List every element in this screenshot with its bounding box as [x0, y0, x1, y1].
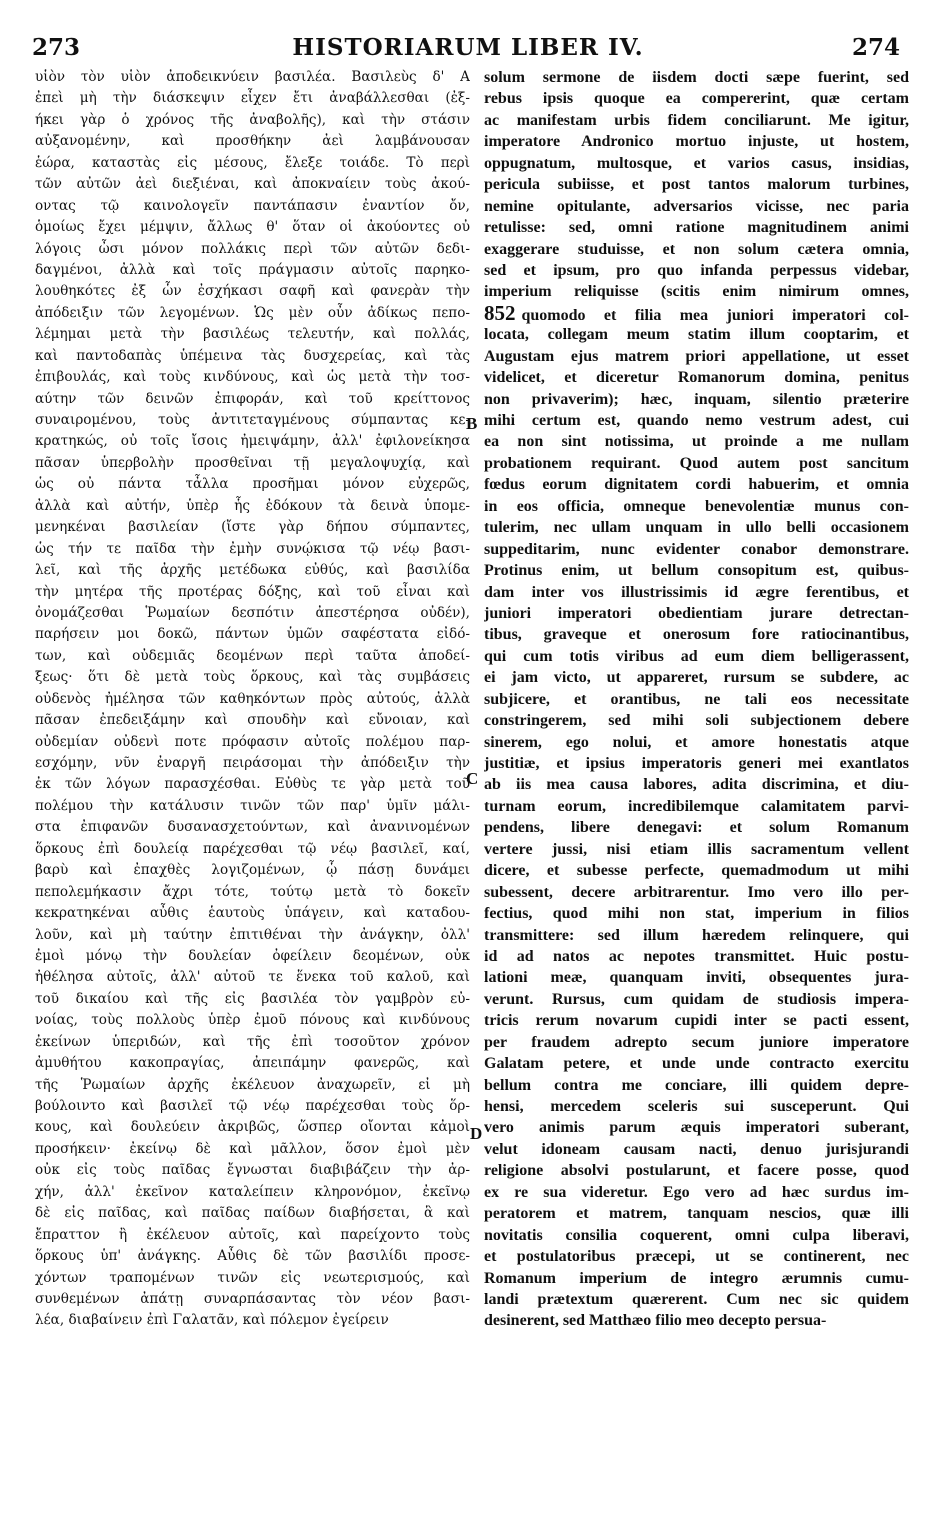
greek-line: χήν, ἀλλ' ἐκεῖνον καταλείπειν κληρονόμον, ἐκεῖνῳ: [35, 1183, 470, 1200]
latin-line: ex re sua videretur. Ego vero ad hæc surdus im-: [484, 1183, 909, 1201]
latin-line: exaggerare studuisse, et non solum cætera omnia,: [484, 240, 909, 258]
page-header: [0, 34, 936, 66]
latin-line: lationi meæ, quanquam inviti, obsequentes jura-: [484, 969, 909, 987]
latin-line: religione absolvi postularunt, et facere posse, quod: [484, 1162, 909, 1180]
latin-line: Romanum imperium de integro ærumnis cumu-: [484, 1269, 909, 1287]
latin-line: dam inter vos illustrissimis id ægre ferentibus, et: [484, 583, 909, 601]
greek-line: ήκει γὰρ ὁ χρόνος τῆς ἀναβολῆς), καὶ τὴν στάσιν: [35, 111, 470, 128]
latin-line: sinerem, ego nolui, et amore honestatis atque: [484, 733, 909, 751]
greek-line: ὀνομάζεσθαι Ῥωμαίων δεσπότιν ἀπεστέρησα οὐδέν),: [35, 604, 470, 621]
greek-line: ὡς οὐ πάντα τἆλλα προσῆμαι μόνον εὐχερῶς,: [35, 476, 470, 493]
greek-line: λέα, διαβαίνειν ἐπὶ Γαλατᾶν, καὶ πόλεμον ἐγείρειν: [35, 1312, 389, 1329]
latin-line: ea non sint notissima, ut proinde a me nullam: [484, 433, 909, 451]
latin-line: subjicere, et orantibus, ne tali eos necessitate: [484, 690, 909, 708]
latin-line: Augustam ejus matrem priori appellatione, ut esset: [484, 347, 909, 365]
greek-line: βαρὺ καὶ ἐπαχθὲς λογιζομένων, ᾧ πάσῃ δυνάμει: [35, 862, 470, 879]
latin-line: ei jam victo, ut appareret, rursum se subdere, ac: [484, 669, 909, 687]
greek-line: πᾶσαν ὑπερβολὴν προσθεῖναι τῇ μεγαλοψυχίᾳ, καὶ: [35, 454, 470, 471]
greek-line: αὐξανομένην, καὶ προσθήκην ἀεὶ λαμβάνουσαν: [35, 133, 470, 150]
latin-line: bellum contra me conciare, illi quidem depre-: [484, 1076, 909, 1094]
greek-line: δὲ εἰς παῖδας, καὶ παῖδας παίδων διαβήσεται, ἃ καὶ: [35, 1205, 470, 1222]
greek-line: ἔπραττον ἢ ἐκέλευον αὐτοῖς, καὶ παρείχοντο τοὺς: [35, 1226, 470, 1243]
page-marker: 852: [484, 302, 516, 325]
latin-line: desinerent, sed Matthæo filio meo decepto persua-: [484, 1312, 827, 1330]
latin-line: turnam eorum, incredibilemque calamitatem parvi-: [484, 797, 909, 815]
latin-line: pericula subiisse, et post tantos malorum turbines,: [484, 176, 909, 194]
greek-line: τῆς Ῥωμαίων ἀρχῆς ἐκέλευον ἀναχωρεῖν, εἰ μὴ: [35, 1076, 470, 1093]
latin-line: qui cum totis viribus ad eum diem belligerassent,: [484, 647, 909, 665]
greek-line: οὐδεμίαν οὐδενὶ ποτε πρόφασιν αὐτοῖς πολέμου παρ-: [35, 733, 470, 750]
greek-line: βούλοιντο καὶ βασιλεῖ τῷ νέῳ παρέχεσθαι τοὺς ὅρ-: [35, 1098, 470, 1114]
latin-line: justitiæ, et ipsius imperatoris generi mei exantlatos: [484, 755, 909, 772]
latin-line: locata, collegam meum statim illum cooptarim, et: [484, 326, 909, 344]
latin-line: velut idoneam causam nacti, denuo jurisjurandi: [484, 1140, 909, 1158]
greek-line: ἐκείνων ὑπεριδών, καὶ τῆς ἐπὶ τοσοῦτον χρόνον: [35, 1033, 470, 1050]
latin-line: tricis rerum novarum cupidi inter se pacti essent,: [484, 1012, 909, 1030]
greek-line: ἀπόδειξιν τῶν λεγομένων. Ὡς μὲν οὖν ἀδίκως πεπο-: [35, 304, 470, 321]
latin-line: in eos officia, omneque benevolentiæ munus con-: [484, 497, 909, 515]
greek-line: ξεως· ὅτι δὲ μετὰ τοὺς ὅρκους, καὶ τὰς συμβάσεις: [35, 669, 470, 686]
latin-line: juniori imperatori obedientiam jurare detrectan-: [484, 604, 909, 622]
latin-line: [484, 303, 909, 324]
margin-letter-d: D: [470, 1124, 483, 1143]
latin-line: fœdus eorum dignitatem cordi habuerim, et omnia: [484, 476, 909, 494]
greek-line: δαγμένοι, ἀλλὰ καὶ τοῖς πράγμασιν αὐτοῖς παρηκο-: [35, 261, 470, 278]
greek-line: λουθηκότες ἐξ ὧν ἐσχήκασι σαφῆ καὶ φανερὰν τὴν: [35, 283, 470, 300]
greek-line: προσήκειν· ἐκείνῳ δὲ καὶ μᾶλλον, ὅσον ἐμοὶ μὲν: [35, 1140, 470, 1157]
latin-line: verunt. Rursus, cum quidam de studiosis impera-: [484, 990, 909, 1008]
greek-line: μενηκέναι βασιλείαν (ἴστε γὰρ δήπου σύμπαντες,: [35, 519, 470, 536]
latin-line: ab iis mea causa labores, adita discrimina, et diu-: [484, 776, 909, 794]
latin-line: per fraudem adrepto secum juniore imperatore: [484, 1033, 909, 1051]
greek-line: συναιρομένου, τοὺς ἀντιτεταγμένους σύμπαντας κε-: [35, 412, 470, 428]
greek-line: κους, καὶ δουλεύειν ἀκριβῶς, ὥσπερ οἴονται κἀμοὶ: [35, 1119, 470, 1136]
latin-line: nemine opitulante, adversarios vicisse, nec paria: [484, 197, 909, 215]
latin-line: imperatore Andronico mortuo injuste, ut hostem,: [484, 133, 909, 151]
greek-line: πεπολεμήκασιν ἄχρι τότε, τούτῳ μετὰ τὸ δοκεῖν: [35, 883, 470, 900]
latin-line: landi prætextum quærerent. Cum nec sic quidem: [484, 1290, 909, 1308]
latin-line: videlicet, et diceretur Romanorum domina, penitus: [484, 369, 909, 387]
greek-text-column: [35, 67, 470, 1332]
latin-line: pendens, libere denegavi: et solum Romanum: [484, 819, 909, 837]
greek-line: τῶν αὐτῶν ἀεὶ διεξιέναι, καὶ ἀποκναίειν τοὺς ἀκού-: [35, 176, 470, 193]
greek-line: τοῦ δικαίου καὶ τῆς εἰς βασιλέα τὸν γαμβρὸν εὐ-: [35, 990, 470, 1007]
greek-line: παρήσειν μοι δοκῶ, πάντων ὑμῶν σαφέστατα εἰδό-: [35, 626, 470, 643]
greek-line: λεῖ, καὶ τῆς ἀρχῆς μετέδωκα εὐθύς, καὶ βασιλίδα: [35, 562, 470, 579]
greek-line: ἀμυθήτου κακοπραγίας, ἀπειπάμην φανερῶς, καὶ: [35, 1055, 470, 1072]
greek-line: πᾶσαν ἐπεδειξάμην καὶ σπουδὴν καὶ εὔνοιαν, καὶ: [35, 712, 470, 729]
latin-line: dicere, et subesse perfecte, quemadmodum ut mihi: [484, 862, 909, 880]
greek-line: οὐκ εἰς τοὺς παῖδας ἔγνωσται διαβιβάζειν τὴν ἀρ-: [35, 1162, 470, 1179]
greek-line: εσχόμην, νῦν ἐναργῆ πειράσομαι τὴν ἀπόδειξιν τὴν: [35, 755, 470, 771]
greek-line: νοίας, τοὺς πολλοὺς ὑπὲρ ἐμοῦ πόνους καὶ κινδύνους: [35, 1012, 470, 1029]
latin-line: tibus, graveque et onerosum fore ratiocinantibus,: [484, 626, 909, 644]
greek-line: ἑώρα, καταστὰς εἰς μέσους, ἔλεξε τοιάδε. Τὸ περὶ: [35, 154, 470, 171]
greek-line: ἐπιβουλάς, καὶ τοὺς κινδύνους, καὶ ὡς μετὰ τὴν τοσ-: [35, 369, 470, 386]
greek-line: ὡς τήν τε παῖδα τὴν ἐμὴν συνῴκισα τῷ νέῳ βασι-: [35, 540, 470, 557]
latin-line: et postulatoribus præcepi, ut se continerent, nec: [484, 1248, 909, 1266]
greek-line: ὅρκους ἐπὶ δουλείᾳ παρέχεσθαι τῷ νέῳ βασιλεῖ, καί,: [35, 840, 470, 857]
latin-line: non privaverim); hæc, inquam, silentio præterire: [484, 390, 909, 408]
latin-line: peratorem et matrem, tanquam nescios, quæ illi: [484, 1205, 909, 1223]
greek-line: κρατηκώς, οὐ τοῖς ἴσοις ἠμειψάμην, ἀλλ' ἐφιλονείκησα: [35, 433, 470, 450]
latin-line: fectius, quod mihi non stat, imperium in filios: [484, 905, 909, 923]
latin-line: transmittere: sed illum hæredem relinquere, qui: [484, 926, 909, 944]
latin-text-column: [484, 67, 909, 1332]
latin-line: Galatam petere, et unde unde contracto exercitu: [484, 1055, 909, 1073]
greek-line: πολέμου τὴν κατάλυσιν τινῶν τῶν παρ' ὑμῖν μάλι-: [35, 797, 470, 814]
latin-line: suppeditarim, nunc evidenter conabor demonstrare.: [484, 540, 909, 558]
greek-line: ἐπεὶ μὴ τὴν διάσκεψιν εἶχεν ἔτι ἀναβάλλεσθαι (ἐξ-: [35, 90, 470, 107]
latin-line: oppugnatum, multosque, et varios casus, insidias,: [484, 154, 909, 172]
latin-line: tulerim, nec ullam unquam in ullo belli occasionem: [484, 519, 909, 537]
greek-line: υἱὸν τὸν υἱὸν ἀποδεικνύειν βασιλέα. Βασιλεὺς δ' A: [35, 69, 470, 85]
greek-line: λέμημαι μετὰ τὴν βασιλέως τελευτήν, καὶ πολλάς,: [35, 326, 470, 343]
greek-line: αύτην τῶν δεινῶν ἐπιφοράν, καὶ τοῦ κρείττονος: [35, 390, 470, 407]
latin-line: constringerem, sed mihi soli subjectionem debere: [484, 712, 909, 730]
latin-line: ac manifestam urbis fidem conciliarunt. Me igitur,: [484, 111, 909, 129]
greek-line: στα ἐπιφανῶν δυσανασχετούντων, καὶ ἀνανινομένων: [35, 819, 470, 836]
greek-line: λόγοις ὦσι μόνον πολλάκις περὶ τῶν αὐτῶν δεδι-: [35, 240, 470, 257]
greek-line: ἠθέλησα αὐτοῖς, ἀλλ' αὐτοῦ τε ἕνεκα τοῦ καλοῦ, καὶ: [35, 969, 470, 986]
greek-line: οὐδενὸς ἠμέλησα τῶν καθηκόντων πρὸς αὐτούς, ἀλλὰ: [35, 690, 470, 707]
latin-line: novitatis consilia coquerent, omni culpa liberavi,: [484, 1226, 909, 1244]
greek-line: οντας τῷ καινολογεῖν παντάπασιν ἐναντίον ὄν,: [35, 197, 470, 214]
margin-letter-b: B: [466, 414, 478, 433]
latin-line: Protinus enim, ut bellum consopitum est, quibus-: [484, 562, 909, 580]
latin-line: vero animis parum æquis imperatori suberant,: [484, 1119, 909, 1137]
latin-line: hensi, mercedem sceleris sui susceperunt. Qui: [484, 1098, 909, 1115]
greek-line: των, καὶ οὐδεμιᾶς δεομένων περὶ ταῦτα ἀποδεί-: [35, 647, 470, 664]
page-number-left: 273: [32, 34, 81, 61]
latin-line: rebus ipsis quoque ea compererint, quæ certam: [484, 90, 909, 108]
greek-line: ὁμοίως ἔχει μέμψιν, ἄλλως θ' ὅταν οἱ ἀκούοντες οὐ: [35, 219, 470, 236]
latin-line: subessent, decere arbitrarentur. Imo vero illo per-: [484, 883, 909, 901]
greek-line: ἐκ τῶν λόγων παρασχέσθαι. Εὐθὺς τε γὰρ μετὰ τοῦ: [35, 776, 470, 793]
latin-line: retulisse: sed, omni ratione magnitudinem animi: [484, 219, 909, 237]
running-title: HISTORIARUM LIBER IV.: [292, 34, 644, 61]
latin-line: id ad natos ac nepotes transmittet. Huic postu-: [484, 947, 909, 965]
greek-line: ἀλλὰ καὶ αὐτήν, ὑπὲρ ἧς ἐδόκουν τὰ δεινὰ ὑπομε-: [35, 497, 470, 514]
greek-line: χόντων τραπομένων τινῶν εἰς νεωτερισμούς, καὶ: [35, 1269, 470, 1286]
latin-line: solum sermone de iisdem docti sæpe fuerint, sed: [484, 69, 909, 86]
latin-line: sed et ipsum, pro quo infanda perpessus videbar,: [484, 261, 909, 279]
page-number-right: 274: [851, 34, 900, 61]
greek-line: κεκρατηκέναι αὖθις ἑαυτοὺς ὑπάγειν, καὶ καταδου-: [35, 905, 470, 922]
latin-line: vertere jussi, nisi etiam illis sacramentum vellent: [484, 840, 909, 858]
greek-line: καὶ παντοδαπὰς ὑπέμεινα τὰς δυσχερείας, καὶ τὰς: [35, 347, 470, 364]
margin-letter-c: C: [466, 769, 479, 788]
greek-line: συνθεμένων ἀπάτῃ συναρπάσαντας τὸν νέον βασι-: [35, 1290, 470, 1307]
latin-line-text: quomodo et filia mea juniori imperatori col-: [521, 306, 909, 324]
greek-line: ἐμοὶ μόνῳ τὴν δουλείαν ὀφείλειν δεομένων, οὐκ: [35, 947, 470, 964]
greek-line: λοῦν, καὶ μὴ ταύτην ἐπιτιθέναι τὴν ἀνάγκην, ὀλλ': [35, 926, 470, 943]
latin-line: imperium reliquisse (scitis enim nimirum omnes,: [484, 283, 909, 301]
latin-line: mihi certum est, quando nemo vestrum adest, cui: [484, 412, 909, 429]
greek-line: τὴν μητέρα τῆς προτέρας δόξης, καὶ τοῦ εἶναι καὶ: [35, 583, 470, 600]
greek-line: ὅρκους ὑπ' ἀνάγκης. Αὖθις δὲ τῶν βασιλίδι προσε-: [35, 1248, 470, 1265]
latin-line: probationem requirant. Quod autem post sancitum: [484, 454, 909, 472]
